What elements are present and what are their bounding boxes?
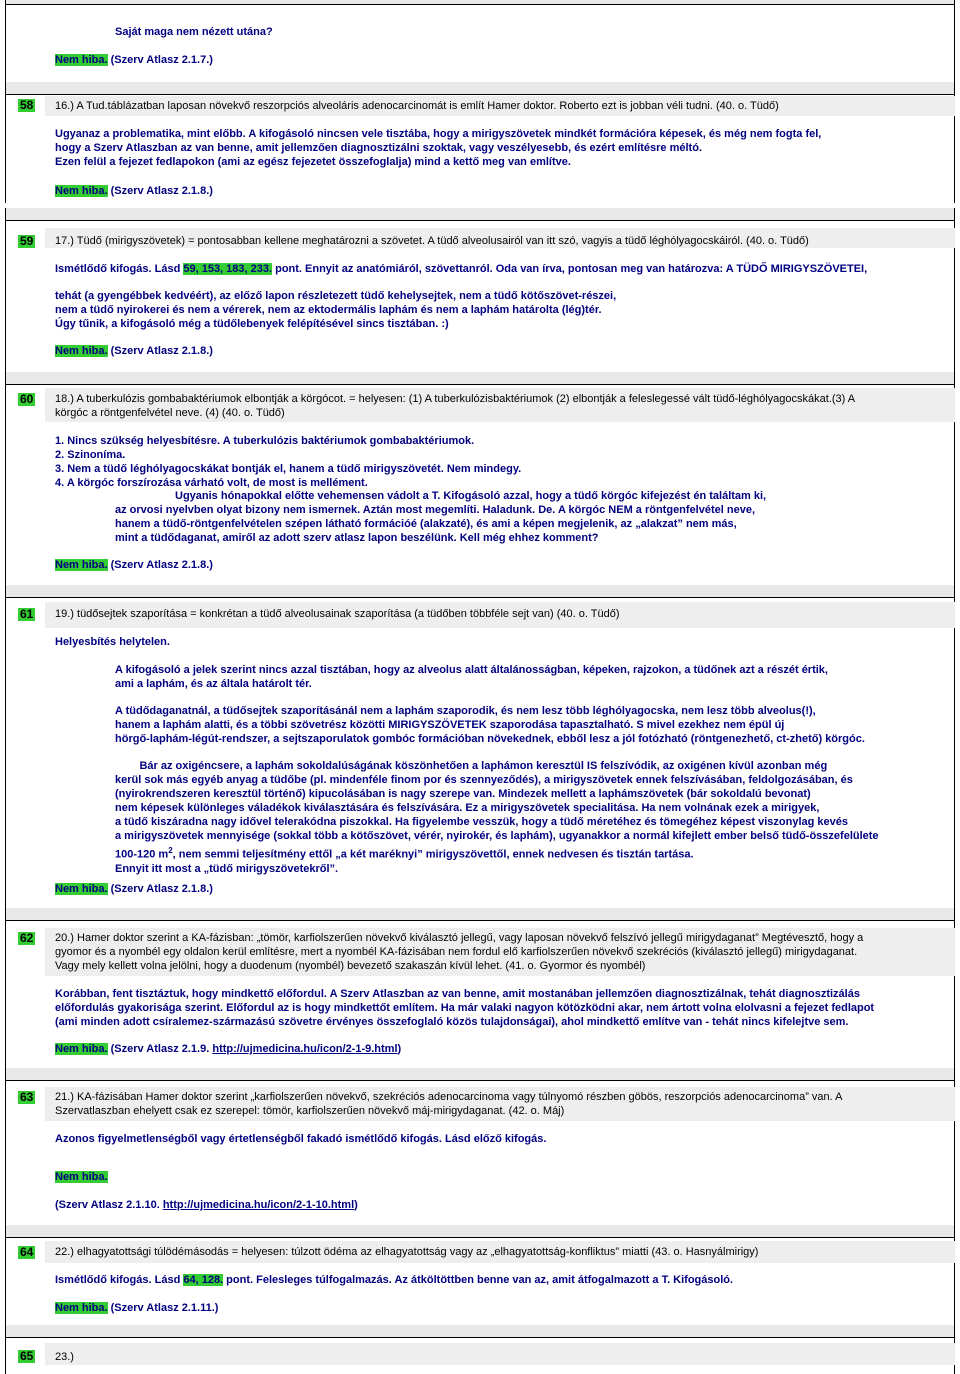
answer-line: kerül sok más egyéb anyag a tüdőbe (pl. mindenféle finom por és szennyeződés), a mirigyszövetek ennek felszívásában, feldolgozásában, és	[115, 774, 853, 786]
answer-block	[55, 289, 616, 331]
answer-line: hörgő-laphám-légút-rendszer, a sejtszaporulatok gombóc formációban növekednek, ebből lesz a jól fotózható (röntgenezhető, ct-zhető) körgóc.	[115, 733, 865, 745]
atlas-link[interactable]: http://ujmedicina.hu/icon/2-1-10.html	[162, 1199, 355, 1211]
answer-line: 100-120 $m^2$, nem semmi teljesítmény ettől „a két maréknyi” mirigyszövettől, ennek nedvesen és tisztán tartása.	[115, 846, 694, 861]
answer-line: 2. Szinoníma.	[55, 449, 126, 461]
gutter	[5, 598, 46, 908]
entry-number: 58	[20, 98, 34, 112]
separator	[5, 585, 955, 598]
separator	[5, 1325, 955, 1338]
paragraph	[115, 759, 879, 876]
answer-line: a tüdő kiszáradna nagy idővel telerakódna piszokkal. Ha figyelembe vesszük, hogy a tüdő méretéhez és tömegéhez képest viszonylag kevés	[115, 816, 848, 828]
entry-number: 62	[20, 931, 34, 945]
separator	[5, 1068, 955, 1081]
answer-line: mint a tüdődaganat, amiről az adott szerv atlasz lapon beszélünk. Kell még ehhez komment?	[115, 532, 599, 544]
atlas-reference: (Szerv Atlasz 2.1.7.)	[110, 54, 213, 66]
answer-block	[55, 127, 821, 169]
question-text: Szervatlaszban ehelyett csak ez szerepel: tömör, karfiolszerűen növekvő máj-mirigydaganat. (42. o. Máj)	[55, 1105, 565, 1117]
question-text: 21.) KA-fázisában Hamer doktor szerint „karfiolszerűen növekvő, szekréciós adenocarcinoma vagy túlnyomó részben göbös, reszorpciós adenocarcinoma” van. A	[55, 1091, 843, 1103]
question-text: 22.) elhagyatottsági túlödémásodás = helyesen: túlzott ödéma az elhagyatottság vagy az „elhagyatottság-konfliktus” miatti (43. o. Hasnyálmirigy)	[55, 1246, 759, 1258]
paragraph	[115, 704, 865, 746]
question-text: 18.) A tuberkulózis gombabaktériumok elbontják a körgócot. = helyesen: (1) A tuberkulózisbaktériumok (2) elbontják a feleslegessé vált tüdő-léghólyagocskákat.(3) A	[55, 393, 856, 405]
separator	[5, 1225, 955, 1238]
atlas-reference: (Szerv Atlasz 2.1.8.)	[110, 559, 213, 571]
question-text: 17.) Tüdő (mirigyszövetek) = pontosabban kellene meghatározni a szövetet. A tüdő alveolusairól van itt szó, vagyis a tüdő léghólyagocskáiról. (40. o. Tüdő)	[55, 235, 809, 247]
atlas-reference: (Szerv Atlasz 2.1.8.)	[110, 185, 213, 197]
answer-block	[55, 1132, 546, 1146]
answer-line: az orvosi nyelvben olyat bizony nem ismernek. Aztán most megemlíti. Haladunk. De. A körgóc NEM a röntgenfelvétel neve,	[115, 504, 755, 516]
answer-line: (nyirokrendszeren keresztül történő) kipucolásában is nagy szerepe van. Mindezek mellett a laphámszövetek (bár sokoldalú bevonat)	[115, 788, 811, 800]
entry-number: 63	[20, 1090, 34, 1104]
answer-line: Ismétlődő kifogás. Lásd 59, 153, 183, 233. pont. Ennyit az anatómiáról, szövettanról. Oda van írva, pontosan meg van határozva: A TÜDŐ MIRIGYSZÖVETEI,	[55, 263, 868, 275]
answer-line: Ugyanis hónapokkal előtte vehemensen vádolt a T. Kifogásoló azzal, hogy a tüdő körgóc kifejezést én találtam ki,	[175, 490, 767, 502]
question-text: Vagy mely kellett volna jelölni, hogy a duodenum (nyombél) bevezető szakaszán kívül lehet. (41. o. Gyormor és nyombél)	[55, 960, 646, 972]
answer-line: a mirigyszövetek mennyisége (sokkal több a kötőszövet, vérér, nyirokér, és laphám), ugyanakkor a normál kifejlett ember belső tüdő-összefelülete	[115, 830, 879, 842]
answer-line: előfordulás gyakorisága szerint. Előfordul az is hogy mindkettőt említem. Ha már valaki nagyon kötözködni akar, nem ártott volna elolvasni a fejezet fedlapot	[55, 1002, 875, 1014]
verdict-line	[55, 53, 213, 67]
question-text: 20.) Hamer doktor szerint a KA-fázisban: „tömör, karfiolszerűen növekvő kiválasztó jellegű, vagy laposan növekvő felszívó jellegű mirigydaganat” Megtévesztő, hogy a	[55, 932, 864, 944]
question-text: 16.) A Tud.táblázatban laposan növekvő reszorpciós alveoláris adenocarcinomát is említ Hamer doktor. Roberto ezt is jobban véli tudni. (40. o. Tüdő)	[55, 100, 779, 112]
answer-block	[55, 635, 170, 649]
answer-line: tehát (a gyengébbek kedvéért), az előző lapon részletezett tüdő kehelysejtek, nem a tüdő kötőszövet-részei,	[55, 290, 617, 302]
answer-line: Ugyanaz a problematika, mint előbb. A kifogásoló nincsen vele tisztába, hogy a mirigyszövetek mindkét formációra képesek, és még nem fogta fel,	[55, 128, 822, 140]
question-text: 23.)	[55, 1351, 74, 1363]
answer-line: hanem a tüdő-röntgenfelvételen szépen látható formációé (alakzaté), és ami a képen megjelenik, az „alakzat” nem más,	[115, 518, 737, 530]
answer-line: nem a tüdő nyirokerei és nem a vérerek, nem az ektodermális laphám és nem a laphám határolta (lég)tér.	[55, 304, 602, 316]
atlas-link[interactable]: http://ujmedicina.hu/icon/2-1-9.html	[212, 1043, 398, 1055]
question-text: körgóc a röntgenfelvétel neve. (4) (40. o. Tüdő)	[55, 407, 285, 419]
entry-number: 59	[20, 234, 34, 248]
question-text: 19.) tüdősejtek szaporítása = konkrétan a tüdő alveolusainak szaporítása (a tüdőben többféle sejt van) (40. o. Tüdő)	[55, 608, 620, 620]
answer-line: 4. A körgóc forszírozása várható volt, de most is mellément.	[55, 477, 368, 489]
answer-line: Saját maga nem nézett utána?	[115, 26, 273, 38]
highlighted-points: 64, 128.	[183, 1274, 224, 1286]
answer-line: Úgy tűnik, a kifogásoló még a tüdőlebenyek felépítésével sincs tisztában. :)	[55, 318, 449, 330]
entry-number: 64	[20, 1245, 34, 1259]
verdict-badge: Nem hiba.	[55, 1171, 108, 1183]
answer-line: (ami minden adott csíralemez-származású szövetre érvényes összefoglaló közös tulajdonságai), ahol mindkettő említve van - tehát nincs kifelejtve sem.	[55, 1016, 849, 1028]
answer-line: hanem a laphám alatti, és a többi szövetrész közötti MIRIGYSZÖVETEK szaporodása tapasztalható. S mivel ezekhez nem épül új	[115, 719, 785, 731]
verdict-badge: Nem hiba.	[55, 345, 108, 357]
question-background	[45, 1343, 955, 1365]
verdict-badge: Nem hiba.	[55, 54, 108, 66]
answer-line: A kifogásoló a jelek szerint nincs azzal tisztában, hogy az alveolus alatt általánosságban, képeken, rajzokon, a tüdőnek azt a részét értik,	[115, 664, 828, 676]
answer-line: 3. Nem a tüdő léghólyagocskákat bontják el, hanem a tüdő mirigyszövetét. Nem mindegy.	[55, 463, 522, 475]
right-border	[954, 598, 955, 908]
separator	[5, 372, 955, 385]
verdict-badge: Nem hiba.	[55, 185, 108, 197]
verdict-line	[55, 1170, 108, 1184]
answer-line: ami a laphám, és az általa határolt tér.	[115, 678, 312, 690]
answer-line: Ezen felül a fejezet fedlapokon (ami az egész fejezetet összefoglalja) mind a kettő meg van említve.	[55, 156, 571, 168]
verdict-badge: Nem hiba.	[55, 883, 108, 895]
answer-line: Korábban, fent tisztáztuk, hogy mindkettő előfordul. A Szerv Atlaszban az van benne, amit mostanában jellemzően diagnosztizálnak, tehát diagnosztizálás	[55, 988, 860, 1000]
entry-number: 61	[20, 607, 34, 621]
answer-line: Bár az oxigéncsere, a laphám sokoldalúságának köszönhetően a laphámon keresztül IS felszívódik, az oxigénen kívül azonban még	[115, 760, 828, 772]
reference-line: (Szerv Atlasz 2.1.10. http://ujmedicina.hu/icon/2-1-10.html)	[55, 1199, 358, 1211]
highlighted-points: 59, 153, 183, 233.	[183, 263, 273, 275]
answer-line: hogy a Szerv Atlaszban az van benne, amit jellemzően diagnosztizálni szoktak, vagy veszélyesebb, és ezért említésre méltó.	[55, 142, 702, 154]
verdict-line	[55, 344, 213, 358]
verdict-badge: Nem hiba.	[55, 559, 108, 571]
answer-block	[55, 434, 521, 490]
answer-line: nem képesek különleges váladékok kiválasztására és felszívására. Ez a mirigyszövetek specialitása. Ha nem volnának ezek a mirigyek,	[115, 802, 820, 814]
verdict-badge: Nem hiba.	[55, 1302, 108, 1314]
atlas-reference: (Szerv Atlasz 2.1.11.)	[110, 1302, 219, 1314]
verdict-line: Nem hiba. (Szerv Atlasz 2.1.9. http://ujmedicina.hu/icon/2-1-9.html)	[55, 1043, 402, 1055]
answer-line: Ismétlődő kifogás. Lásd 64, 128. pont. Felesleges túlfogalmazás. Az átköltöttben benne van az, amit átfogalmazott a T. Kifogásoló.	[55, 1274, 734, 1286]
paragraph	[115, 663, 828, 691]
question-text: gyomor és a nyombél egy oldalon kerül említésre, mert a nyombél KA-fázisában nem fordul elő karfiolszerűen növekvő szekréciós (kiválasztó jellegű) mirigydaganat.	[55, 946, 858, 958]
separator	[5, 82, 955, 95]
verdict-line	[55, 558, 213, 572]
entry-continuation	[115, 25, 273, 39]
gutter	[5, 385, 46, 595]
answer-line: Azonos figyelmetlenségből vagy értetlenségből fakadó ismétlődő kifogás. Lásd előző kifogás.	[55, 1133, 547, 1145]
verdict-line	[55, 184, 213, 198]
verdict-line	[55, 882, 213, 896]
separator-top	[5, 0, 955, 5]
separator	[5, 208, 955, 221]
answer-line: Helyesbítés helytelen.	[55, 636, 170, 648]
separator	[5, 908, 955, 921]
atlas-reference: (Szerv Atlasz 2.1.9.	[110, 1043, 210, 1055]
verdict-badge: Nem hiba.	[55, 1043, 108, 1055]
answer-block	[55, 987, 874, 1029]
entry-number: 65	[20, 1349, 34, 1363]
entry-number: 60	[20, 392, 34, 406]
verdict-line	[55, 1301, 218, 1315]
answer-line: 1. Nincs szükség helyesbítésre. A tuberkulózis baktériumok gombabaktériumok.	[55, 435, 475, 447]
answer-line: Ennyit itt most a „tüdő mirigyszövetekről”.	[115, 862, 339, 875]
atlas-reference: (Szerv Atlasz 2.1.10.	[55, 1199, 160, 1211]
atlas-reference: (Szerv Atlasz 2.1.8.)	[110, 345, 213, 357]
answer-sub-block	[115, 489, 766, 545]
atlas-reference: (Szerv Atlasz 2.1.8.)	[110, 883, 213, 895]
answer-line: A tüdődaganatnál, a tüdősejtek szaporításánál nem a laphám szaporodik, és nem lesz több léghólyagocska, nem lesz több alveolus(!),	[115, 705, 816, 717]
